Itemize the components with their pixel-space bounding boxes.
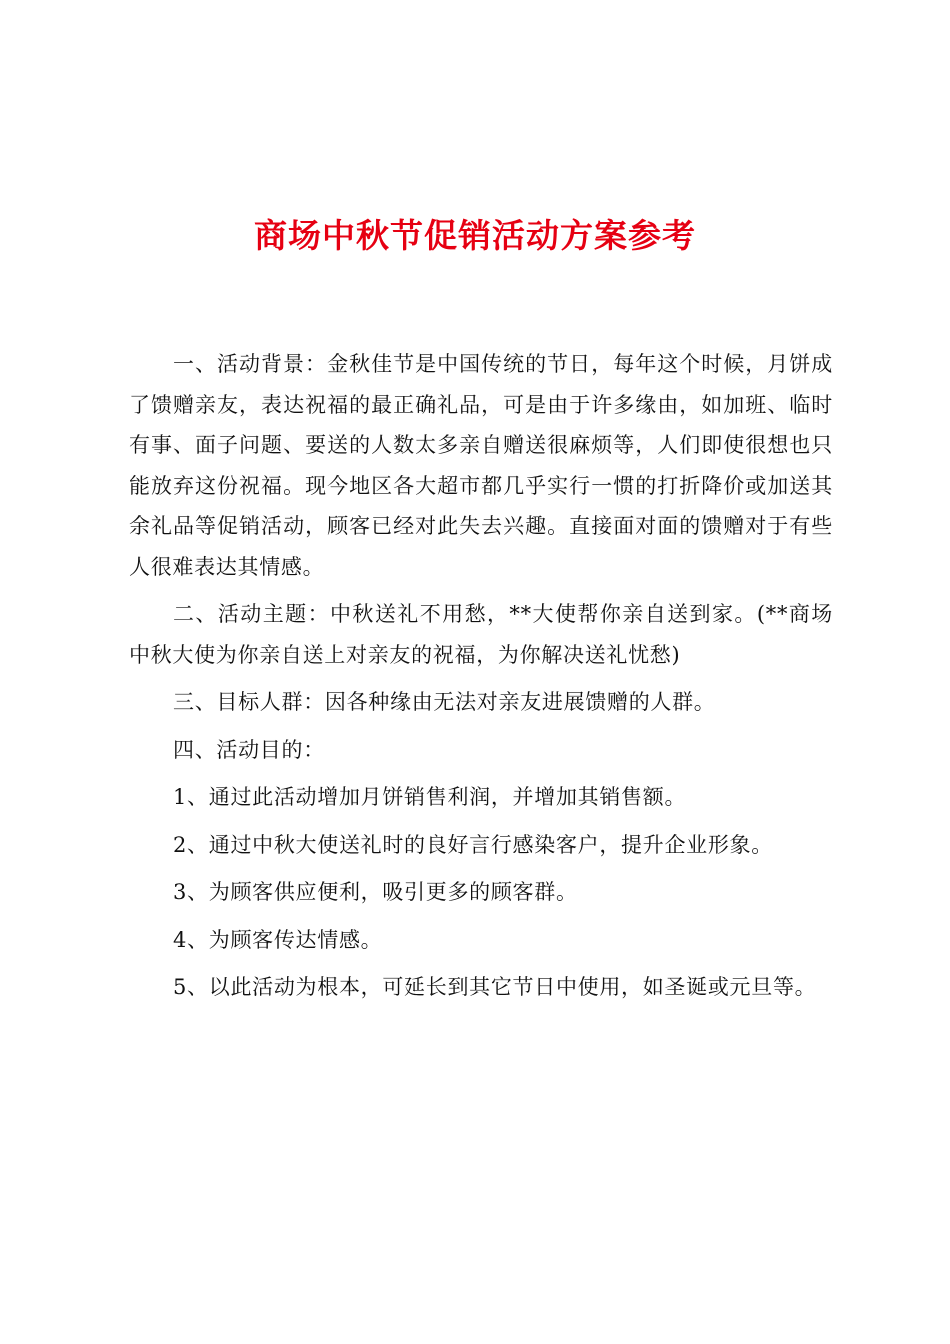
- paragraph-purpose-item-5: 5、以此活动为根本，可延长到其它节日中使用，如圣诞或元旦等。: [173, 975, 817, 999]
- paragraph-purpose-heading: 四、活动目的：: [173, 737, 325, 762]
- paragraph-purpose-item-2: 2、通过中秋大使送礼时的良好言行感染客户，提升企业形象。: [173, 832, 773, 857]
- paragraph-purpose-item-3: 3、为顾客供应便利，吸引更多的顾客群。: [173, 880, 578, 904]
- document-body: [129, 344, 833, 1015]
- paragraph-background: 一、活动背景：金秋佳节是中国传统的节日，每年这个时候，月饼成了馈赠亲友，表达祝福的最正确礼品，可是由于许多缘由，如加班、临时有事、面子问题、要送的人数太多亲自赠送很麻烦等，人们即使很想也只能放弃这份祝福。现今地区各大超市都几乎实行一惯的打折降价或加送其余礼品等促销活动，顾客已经对此失去兴趣。直接面对面的馈赠对于有些人很难表达其情感。: [129, 352, 833, 579]
- paragraph-purpose-item-1: 1、通过此活动增加月饼销售利润，并增加其销售额。: [173, 785, 687, 809]
- paragraph-theme: 二、活动主题：中秋送礼不用愁，**大使帮你亲自送到家。(**商场中秋大使为你亲自送上对亲友的祝福，为你解决送礼忧愁): [129, 602, 833, 667]
- document-title: 商场中秋节促销活动方案参考: [254, 216, 696, 255]
- paragraph-target-group: 三、目标人群：因各种缘由无法对亲友进展馈赠的人群。: [173, 690, 716, 714]
- paragraph-purpose-item-4: 4、为顾客传达情感。: [173, 927, 383, 952]
